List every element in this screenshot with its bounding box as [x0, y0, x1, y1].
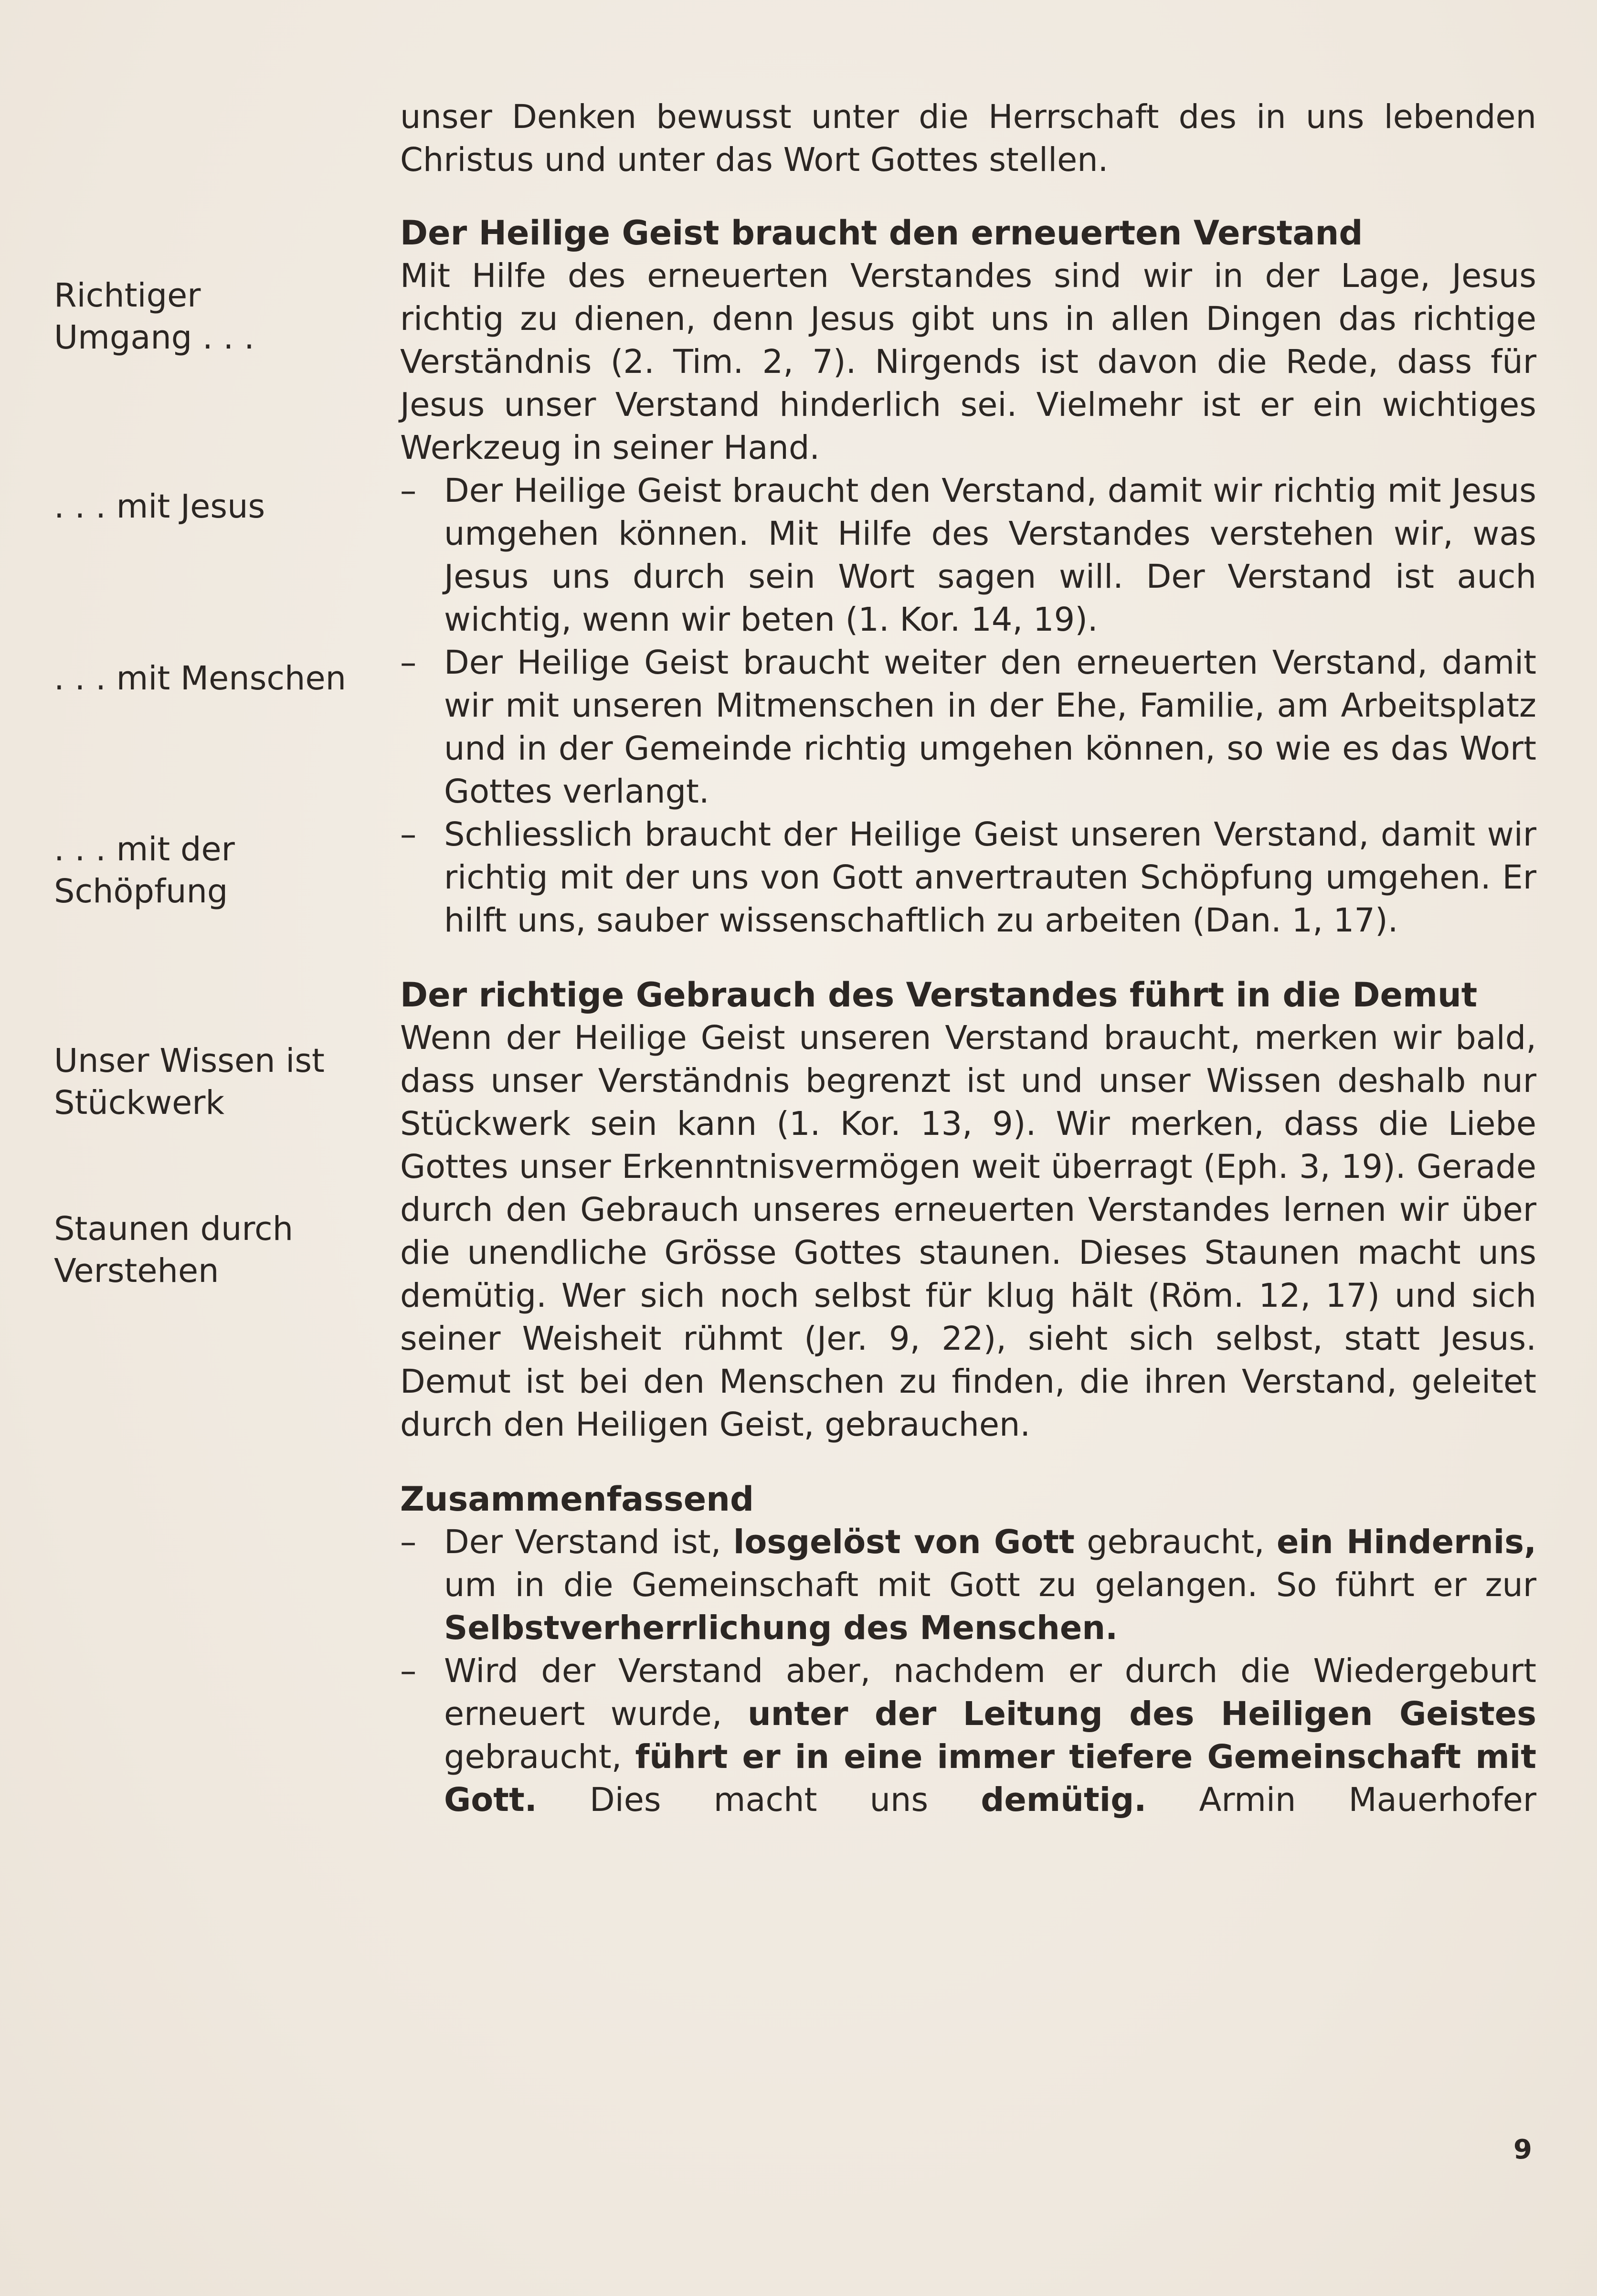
list-item-text: Der Heilige Geist braucht weiter den erneuerten Verstand, damit wir mit unseren Mitmenschen in der Ehe, Familie, am Arbeitsplatz und in der Gemeinde richtig umgehen können, so wie es das Wort Gottes verlangt.: [444, 644, 1536, 811]
summary-item-hindernis: – Der Verstand ist, losgelöst von Gott gebraucht, ein Hindernis, um in die Gemeinschaft mit Gott zu gelangen. So führt er zur Selbstverherrlichung des Menschen.: [400, 1521, 1536, 1650]
section-paragraph: Mit Hilfe des erneuerten Verstandes sind wir in der Lage, Jesus richtig zu dienen, denn Jesus gibt uns in allen Dingen das richtige Verständnis (2. Tim. 2, 7). Nirgends ist davon die Rede, dass für Jesus unser Verstand hinderlich sei. Vielmehr ist er ein wichtiges Werkzeug in seiner Hand.: [400, 257, 1536, 467]
dash: –: [400, 1523, 417, 1561]
section-heading: Zusammenfassend: [400, 1480, 754, 1519]
list-item-text: Schliesslich braucht der Heilige Geist unseren Verstand, damit wir richtig mit der uns von Gott anvertrauten Schöpfung umgehen. Er hilft uns, sauber wissenschaftlich zu arbeiten (Dan. 1, 17).: [444, 815, 1536, 940]
emphasis: demütig.: [981, 1781, 1147, 1819]
summary-item-gemeinschaft: – Wird der Verstand aber, nachdem er durch die Wiedergeburt erneuert wurde, unter der Leitung des Heiligen Geistes gebraucht, führt er in eine immer tiefere Gemeinschaft mit Gott. Dies macht uns demütig. Armin Mauerhofer: [400, 1650, 1536, 1821]
emphasis: Selbstverherrlichung des Menschen.: [444, 1609, 1118, 1647]
section-heading: Der richtige Gebrauch des Verstandes führt in die Demut: [400, 975, 1478, 1015]
intro-paragraph: unser Denken bewusst unter die Herrschaft des in uns lebenden Christus und unter das Wort Gottes stellen.: [400, 98, 1536, 179]
margin-note-mit-jesus: . . . mit Jesus: [54, 487, 265, 526]
list-item-menschen: [400, 641, 1536, 813]
dash: –: [400, 472, 417, 510]
section-zusammenfassend: [400, 1478, 1536, 1821]
list-item-schoepfung: [400, 813, 1536, 942]
emphasis: losgelöst von Gott: [733, 1523, 1075, 1561]
emphasis: ein Hindernis,: [1276, 1523, 1536, 1561]
emphasis: unter der Leitung des Heiligen Geistes: [747, 1695, 1536, 1733]
section-erneuerter-verstand: [400, 212, 1536, 942]
margin-note-mit-der-schoepfung: . . . mit der Schöpfung: [54, 830, 235, 910]
section-demut: [400, 973, 1536, 1446]
dash: –: [400, 815, 417, 854]
section-heading: Der Heilige Geist braucht den erneuerten Verstand: [400, 213, 1363, 253]
emphasis: führt er in eine immer tiefere Gemeinschaft mit Gott.: [444, 1738, 1536, 1819]
author: Armin Mauerhofer: [1199, 1781, 1536, 1819]
margin-note-richtiger-umgang: Richtiger Umgang . . .: [54, 276, 254, 357]
margin-note-staunen: Staunen durch Verstehen: [54, 1210, 294, 1290]
margin-note-mit-menschen: . . . mit Menschen: [54, 659, 347, 698]
section-paragraph: Wenn der Heilige Geist unseren Verstand braucht, merken wir bald, dass unser Verständnis begrenzt ist und unser Wissen deshalb nur Stückwerk sein kann (1. Kor. 13, 9). Wir merken, dass die Liebe Gottes unser Erkenntnisvermögen weit überragt (Eph. 3, 19). Gerade durch den Gebrauch unseres erneuerten Verstandes lernen wir über die unendliche Grösse Gottes staunen. Dieses Staunen macht uns demütig. Wer sich noch selbst für klug hält (Röm. 12, 17) und sich seiner Weisheit rühmt (Jer. 9, 22), sieht sich selbst, statt Jesus. Demut ist bei den Menschen zu finden, die ihren Verstand, geleitet durch den Heiligen Geist, gebrauchen.: [400, 1019, 1536, 1444]
main-text: [400, 95, 1536, 1853]
dash: –: [400, 1652, 417, 1690]
list-item-text: Der Heilige Geist braucht den Verstand, damit wir richtig mit Jesus umgehen können. Mit Hilfe des Verstandes verstehen wir, was Jesus uns durch sein Wort sagen will. Der Verstand ist auch wichtig, wenn wir beten (1. Kor. 14, 19).: [444, 472, 1536, 639]
dash: –: [400, 644, 417, 682]
list-item-jesus: [400, 469, 1536, 641]
margin-note-unser-wissen: Unser Wissen ist Stückwerk: [54, 1042, 325, 1122]
page-number: 9: [1513, 2134, 1532, 2165]
